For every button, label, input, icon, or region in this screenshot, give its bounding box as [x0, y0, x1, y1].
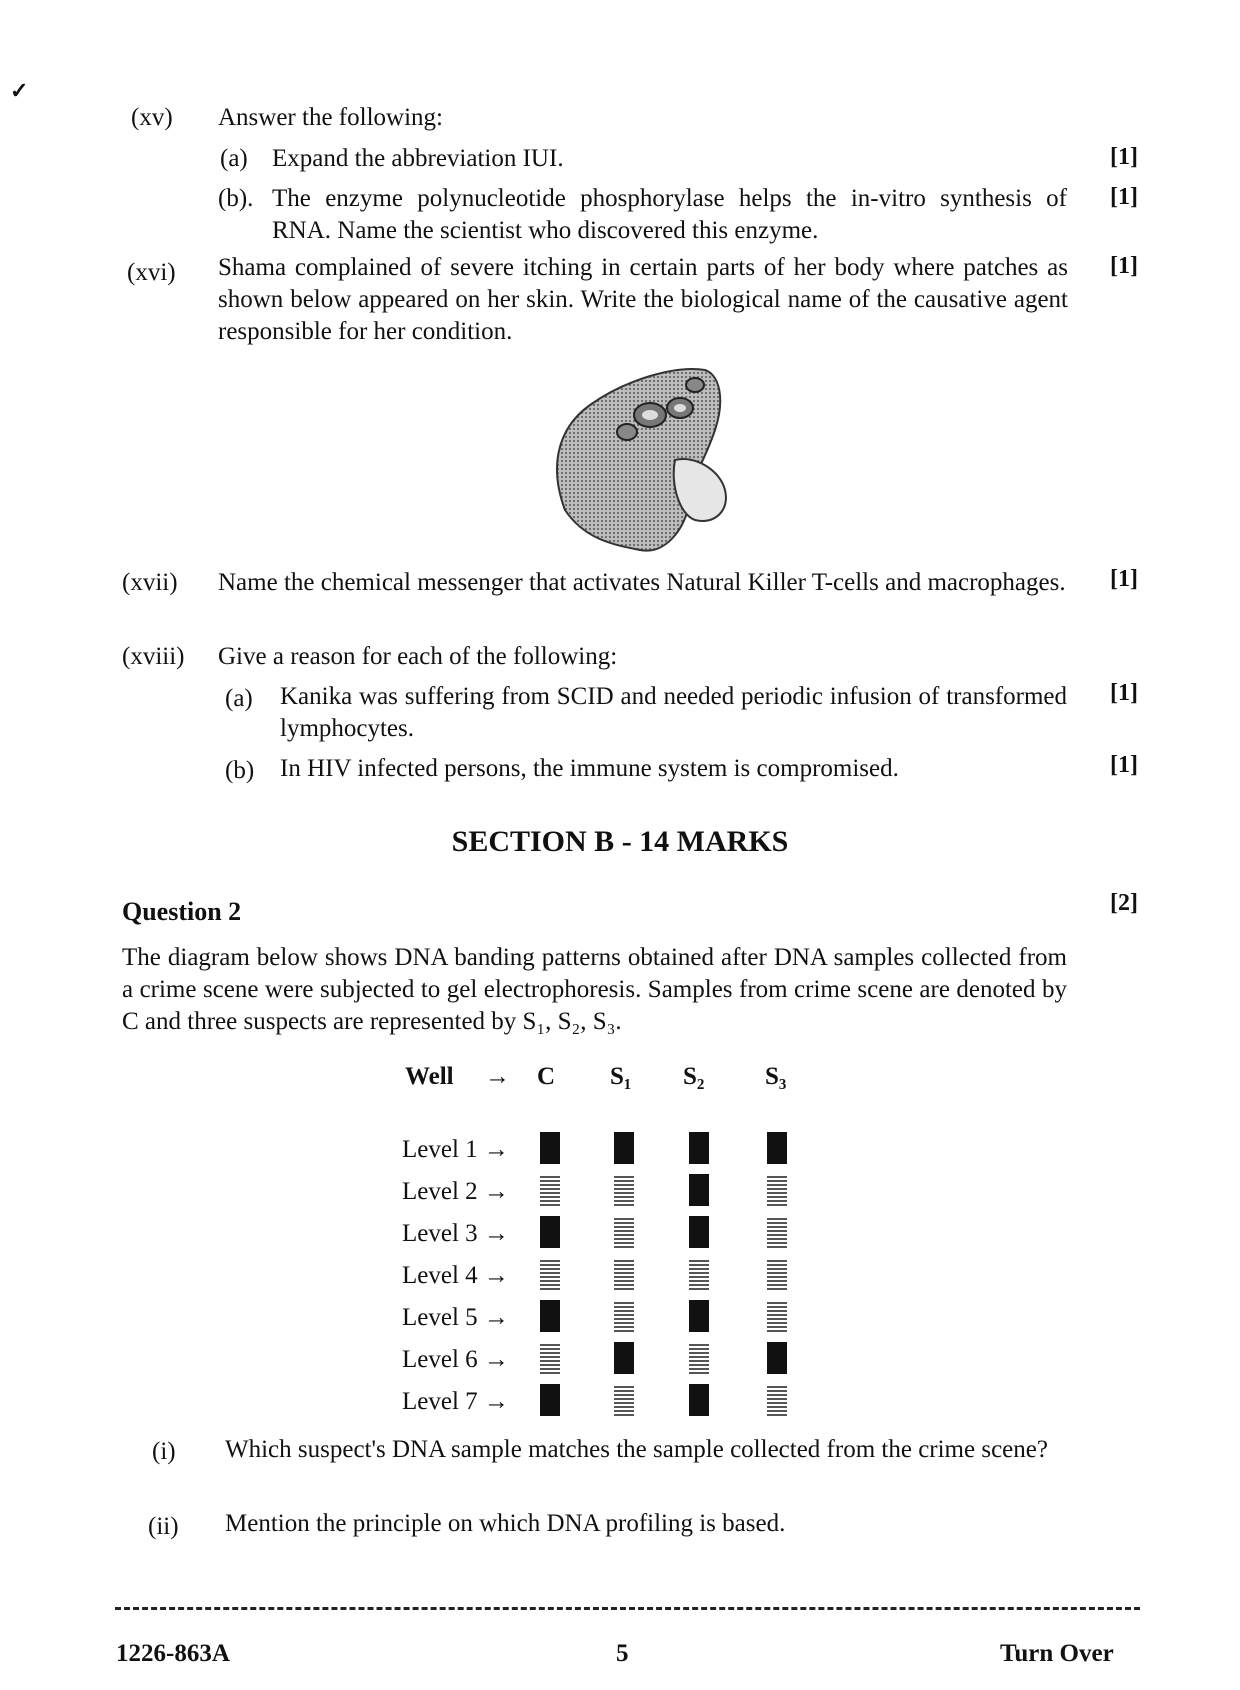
column-s1: S₁	[610, 1063, 632, 1090]
column-s2: S₂	[683, 1063, 705, 1090]
q18b-text: In HIV infected persons, the immune system is compromised.	[280, 755, 899, 782]
gel-band	[614, 1384, 634, 1416]
gel-band	[689, 1216, 709, 1248]
level-label: Level 7 →	[402, 1388, 509, 1415]
column-s3: S₃	[765, 1063, 787, 1090]
gel-band	[689, 1342, 709, 1374]
q15a-label: (a)	[220, 145, 248, 172]
q2i-label: (i)	[152, 1438, 176, 1465]
paper-code: 1226-863A	[116, 1640, 230, 1667]
level-label: Level 3 →	[402, 1220, 509, 1247]
gel-band	[540, 1342, 560, 1374]
section-b-title: SECTION B - 14 MARKS	[451, 825, 789, 858]
q18-text: Give a reason for each of the following:	[218, 643, 618, 670]
gel-band	[767, 1174, 787, 1206]
q15-text: Answer the following:	[218, 104, 443, 131]
gel-band	[689, 1132, 709, 1164]
gel-band	[689, 1384, 709, 1416]
q16-text: Shama complained of severe itching in certain parts of her body where patches as shown below appeared on her skin. Write the biological name of the causative agent responsible for her condition.	[218, 254, 1068, 345]
gel-band	[540, 1132, 560, 1164]
gel-band	[614, 1216, 634, 1248]
page-number: 5	[616, 1640, 629, 1667]
q2ii-label: (ii)	[148, 1513, 179, 1540]
q15-number: (xv)	[131, 104, 173, 131]
gel-band	[614, 1174, 634, 1206]
q15b-marks: [1]	[1110, 184, 1138, 210]
q18a-text: Kanika was suffering from SCID and needed periodic infusion of transformed lymphocytes.	[280, 683, 1067, 742]
skin-patches-figure	[545, 360, 755, 560]
gel-band	[767, 1132, 787, 1164]
well-label: Well	[405, 1063, 454, 1090]
q16-marks: [1]	[1110, 253, 1138, 279]
q2i-text: Which suspect's DNA sample matches the sample collected from the crime scene?	[225, 1436, 1048, 1463]
q17-text: Name the chemical messenger that activates Natural Killer T-cells and macrophages.	[218, 569, 1066, 596]
q18b-marks: [1]	[1110, 752, 1138, 778]
question-2-title: Question 2	[122, 897, 242, 926]
question-2-marks: [2]	[1110, 890, 1138, 916]
gel-band	[540, 1384, 560, 1416]
gel-band	[614, 1258, 634, 1290]
gel-band	[767, 1384, 787, 1416]
q15a-text: Expand the abbreviation IUI.	[272, 145, 564, 172]
q2ii-text: Mention the principle on which DNA profiling is based.	[225, 1510, 786, 1537]
q18-number: (xviii)	[122, 643, 185, 670]
gel-band	[767, 1216, 787, 1248]
turn-over-label: Turn Over	[1000, 1640, 1114, 1667]
gel-band	[767, 1342, 787, 1374]
q15b-label: (b).	[218, 185, 254, 212]
gel-band	[540, 1174, 560, 1206]
gel-band	[614, 1132, 634, 1164]
gel-band	[540, 1258, 560, 1290]
level-label: Level 1 →	[402, 1136, 509, 1163]
level-label: Level 6 →	[402, 1346, 509, 1373]
q17-number: (xvii)	[122, 569, 178, 596]
level-label: Level 4 →	[402, 1262, 509, 1289]
scan-check-mark: ✓	[10, 78, 29, 103]
q18a-label: (a)	[225, 685, 253, 712]
gel-band	[767, 1258, 787, 1290]
gel-band	[540, 1216, 560, 1248]
q15a-marks: [1]	[1110, 144, 1138, 170]
footer-divider	[115, 1607, 1140, 1610]
gel-band	[689, 1300, 709, 1332]
gel-band	[767, 1300, 787, 1332]
gel-band	[614, 1342, 634, 1374]
gel-band	[614, 1300, 634, 1332]
q16-number: (xvi)	[127, 259, 176, 286]
column-c: C	[537, 1063, 556, 1090]
question-2-intro: The diagram below shows DNA banding patterns obtained after DNA samples collected from a crime scene were subjected to gel electrophoresis. Samples from crime scene are denoted by C and three suspects are represented by S₁, S₂, S₃.	[122, 944, 1067, 1035]
q18a-marks: [1]	[1110, 680, 1138, 706]
level-label: Level 2 →	[402, 1178, 509, 1205]
q17-marks: [1]	[1110, 566, 1138, 592]
gel-band	[540, 1300, 560, 1332]
q15b-text: The enzyme polynucleotide phosphorylase helps the in-vitro synthesis of RNA. Name the scientist who discovered this enzyme.	[272, 185, 1067, 244]
gel-band	[689, 1174, 709, 1206]
well-arrow: →	[485, 1063, 510, 1090]
gel-band	[689, 1258, 709, 1290]
q18b-label: (b)	[225, 757, 255, 784]
level-label: Level 5 →	[402, 1304, 509, 1331]
